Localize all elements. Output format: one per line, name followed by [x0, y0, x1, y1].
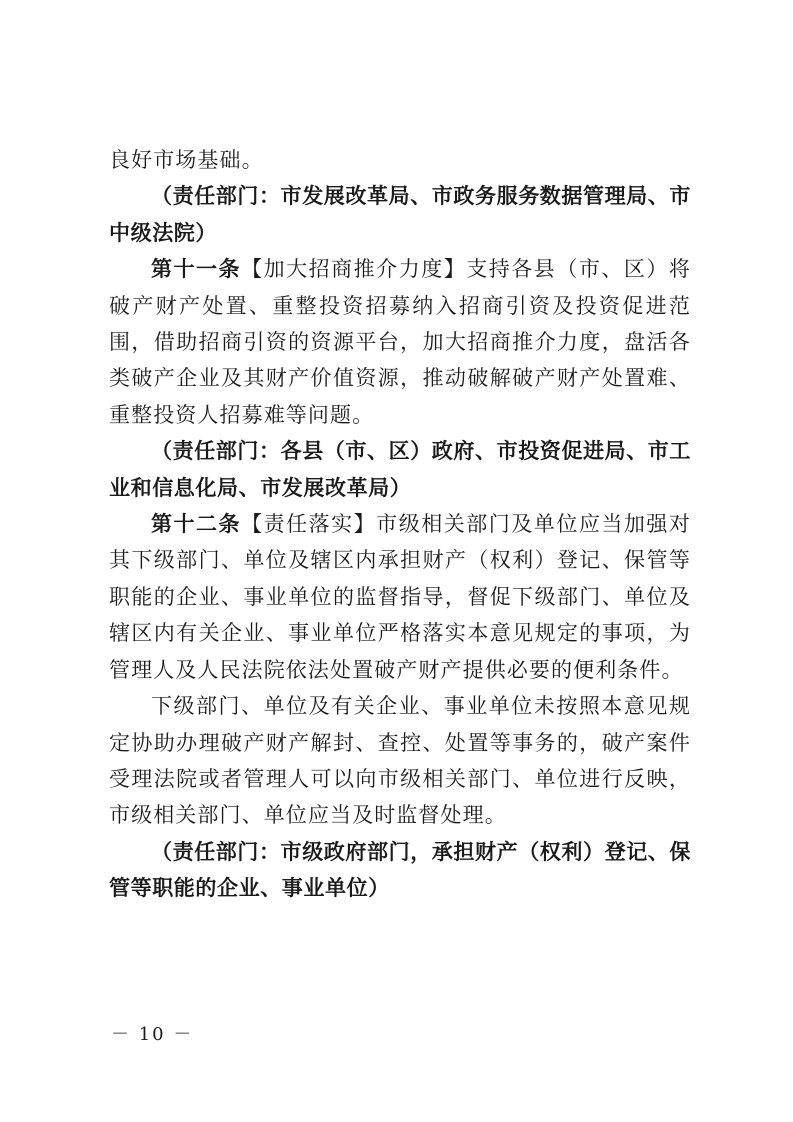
article-11-title: 第十一条 [151, 256, 242, 282]
article-12 [109, 506, 691, 688]
page-number: － 10 － [111, 1024, 194, 1045]
article-12-title: 第十二条 [151, 511, 242, 537]
article-11-text: 【加大招商推介力度】支持各县（市、区）将破产财产处置、重整投资招募纳入招商引资及投资促进范围，借助招商引资的资源平台，加大招商推介力度，盘活各类破产企业及其财产价值资源，推动破解破产财产处置难、重整投资人招募难等问题。 [109, 257, 692, 427]
article-11 [109, 251, 691, 433]
document-body [109, 142, 691, 907]
paragraph-continuation: 良好市场基础。 [109, 148, 264, 172]
responsibility-note-2: （责任部门：各县（市、区）政府、市投资促进局、市工业和信息化局、市发展改革局） [109, 439, 691, 500]
responsibility-note-1: （责任部门：市发展改革局、市政务服务数据管理局、市中级法院） [109, 184, 691, 245]
article-12-text: 【责任落实】市级相关部门及单位应当加强对其下级部门、单位及辖区内承担财产（权利）登记、保管等职能的企业、事业单位的监督指导，督促下级部门、单位及辖区内有关企业、事业单位严格落实本意见规定的事项，为管理人及人民法院依法处置破产财产提供必要的便利条件。 [109, 512, 692, 682]
responsibility-note-3: （责任部门：市级政府部门，承担财产（权利）登记、保管等职能的企业、事业单位） [109, 839, 691, 901]
article-12-paragraph-2: 下级部门、单位及有关企业、事业单位未按照本意见规定协助办理破产财产解封、查控、处置等事务的，破产案件受理法院或者管理人可以向市级相关部门、单位进行反映，市级相关部门、单位应当及时监督处理。 [109, 694, 691, 828]
